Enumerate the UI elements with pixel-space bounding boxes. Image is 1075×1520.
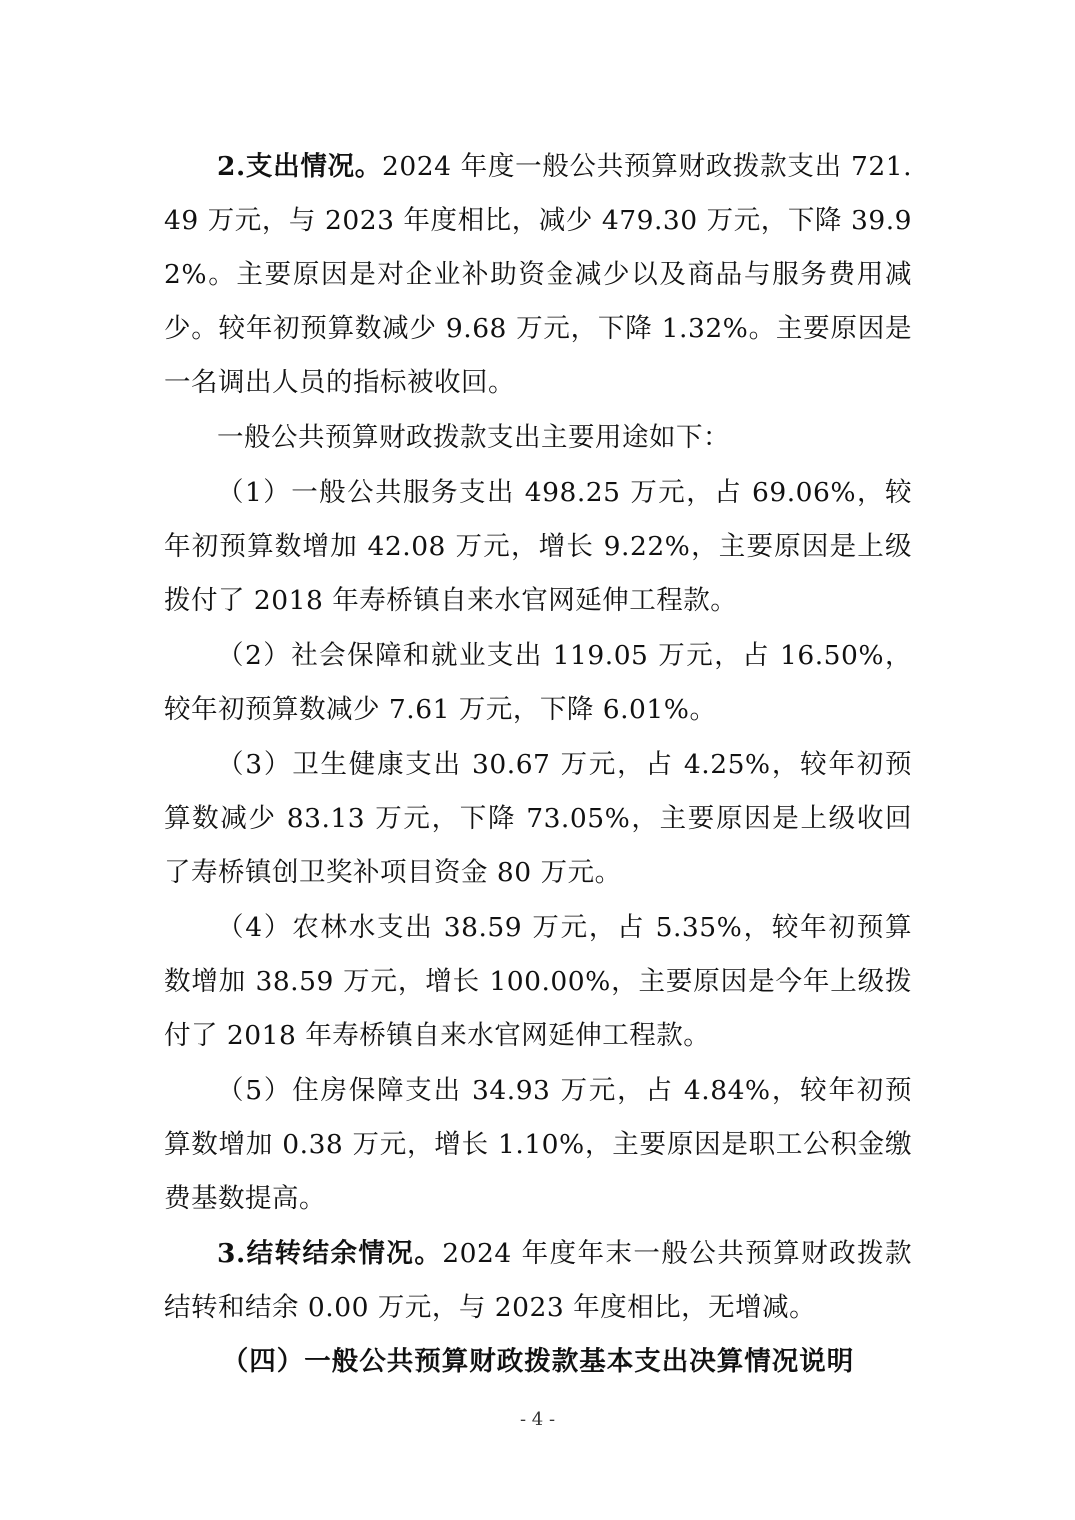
paragraph-expenditure-text: 2024 年度一般公共预算财政拨款支出 721.49 万元，与 2023 年度相比，减少 479.30 万元，下降 39.92%。主要原因是对企业补助资金减少以及商品与服务费用减少。较年初预算数减少 9.68 万元，下降 1.32%。主要原因是一名调出人员的指标被收回。: [164, 151, 912, 398]
paragraph-item-2: [164, 629, 912, 737]
page-number: - 4 -: [519, 1409, 556, 1430]
paragraph-item-5: [164, 1064, 912, 1226]
paragraph-carryover-text: 2024 年度年末一般公共预算财政拨款结转和结余 0.00 万元，与 2023 年度相比，无增减。: [164, 1238, 912, 1323]
paragraph-uses-intro: [164, 411, 912, 465]
paragraph-item-4-text: （4）农林水支出 38.59 万元，占 5.35%，较年初预算数增加 38.59 万元，增长 100.00%，主要原因是今年上级拨付了 2018 年寿桥镇自来水官网延伸工程款。: [164, 912, 912, 1051]
paragraph-item-4: [164, 901, 912, 1063]
paragraph-expenditure-lead: 2.支出情况。: [217, 151, 383, 182]
paragraph-item-5-text: （5）住房保障支出 34.93 万元，占 4.84%，较年初预算数增加 0.38 万元，增长 1.10%，主要原因是职工公积金缴费基数提高。: [164, 1075, 912, 1214]
paragraph-carryover: [164, 1227, 912, 1335]
paragraph-carryover-lead: 3.结转结余情况。: [217, 1238, 443, 1269]
section-heading: （四）一般公共预算财政拨款基本支出决算情况说明: [221, 1346, 855, 1377]
document-body: [164, 140, 912, 1389]
paragraph-item-1: [164, 466, 912, 628]
paragraph-item-3: [164, 738, 912, 900]
paragraph-item-3-text: （3）卫生健康支出 30.67 万元，占 4.25%，较年初预算数减少 83.13 万元，下降 73.05%，主要原因是上级收回了寿桥镇创卫奖补项目资金 80 万元。: [164, 749, 912, 888]
paragraph-expenditure: [164, 140, 912, 410]
paragraph-item-2-text: （2）社会保障和就业支出 119.05 万元，占 16.50%，较年初预算数减少 7.61 万元，下降 6.01%。: [164, 640, 912, 725]
paragraph-uses-intro-text: 一般公共预算财政拨款支出主要用途如下：: [217, 422, 730, 453]
paragraph-item-1-text: （1）一般公共服务支出 498.25 万元，占 69.06%，较年初预算数增加 42.08 万元，增长 9.22%，主要原因是上级拨付了 2018 年寿桥镇自来水官网延伸工程款。: [164, 477, 912, 616]
